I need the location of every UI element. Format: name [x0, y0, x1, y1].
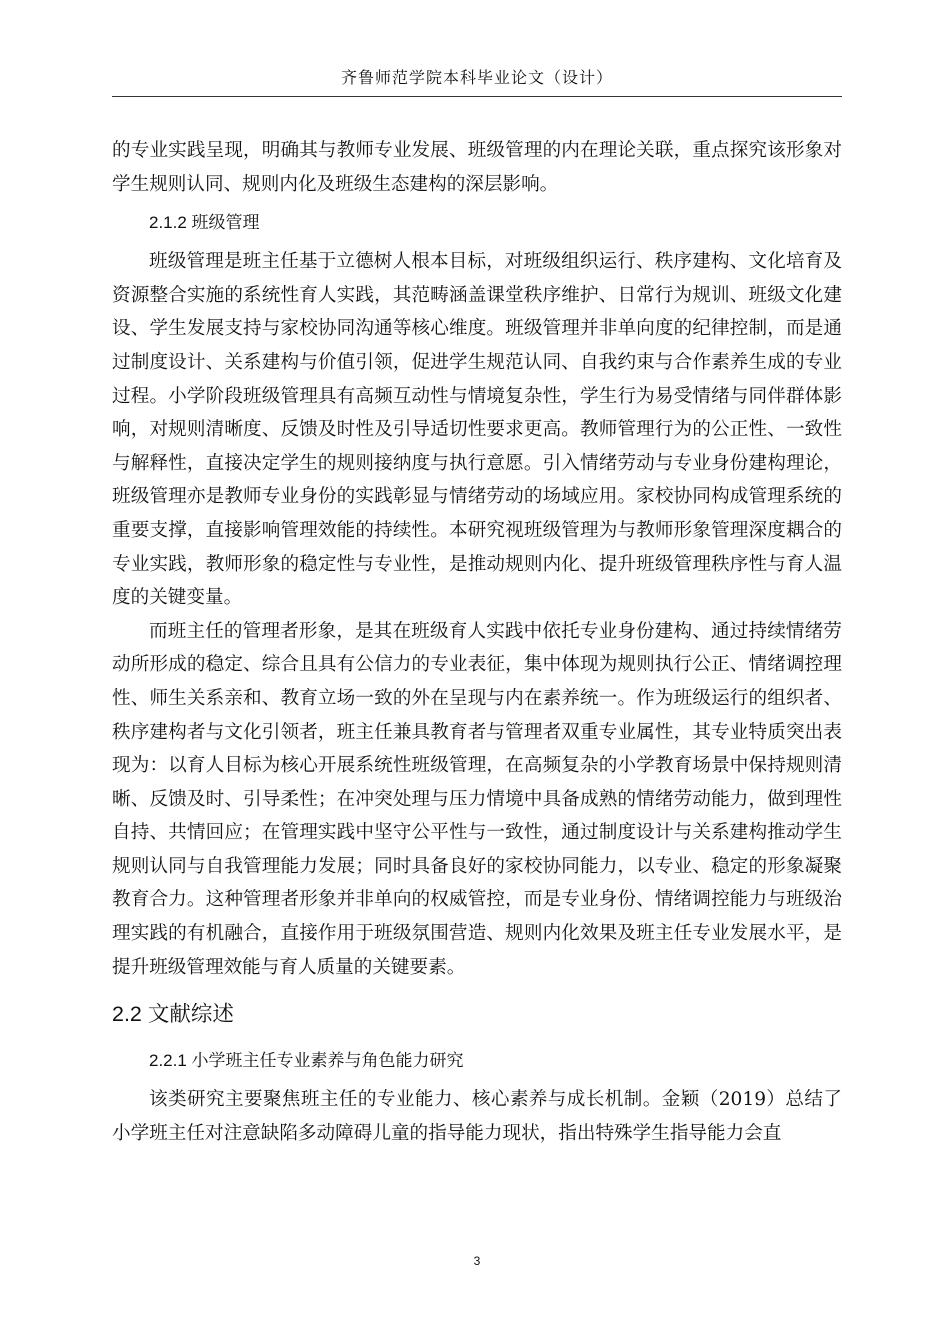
page-number: 3	[473, 1254, 481, 1268]
paragraph-literature: 该类研究主要聚焦班主任的专业能力、核心素养与成长机制。金颖（2019）总结了小学班主任对注意缺陷多动障碍儿童的指导能力现状，指出特殊学生指导能力会直	[112, 1089, 842, 1144]
paragraph-class-management: 班级管理是班主任基于立德树人根本目标，对班级组织运行、秩序建构、文化培育及资源整合实施的系统性育人实践，其范畴涵盖课堂秩序维护、日常行为规训、班级文化建设、学生发展支持与家校协同沟通等核心维度。班级管理并非单向度的纪律控制，而是通过制度设计、关系建构与价值引领，促进学生规范认同、自我约束与合作素养生成的专业过程。小学阶段班级管理具有高频互动性与情境复杂性，学生行为易受情绪与同伴群体影响，对规则清晰度、反馈及时性及引导适切性要求更高。教师管理行为的公正性、一致性与解释性，直接决定学生的规则接纳度与执行意愿。引入情绪劳动与专业身份建构理论，班级管理亦是教师专业身份的实践彰显与情绪劳动的场域应用。家校协同构成管理系统的重要支撑，直接影响管理效能的持续性。本研究视班级管理为与教师形象管理深度耦合的专业实践，教师形象的稳定性与专业性，是推动规则内化、提升班级管理秩序性与育人温度的关键变量。	[112, 251, 842, 609]
page-body	[112, 134, 842, 1150]
heading-2-1-2: 2.1.2 班级管理	[149, 213, 260, 233]
paragraph-manager-image: 而班主任的管理者形象，是其在班级育人实践中依托专业身份建构、通过持续情绪劳动所形成的稳定、综合且具有公信力的专业表征，集中体现为规则执行公正、情绪调控理性、师生关系亲和、教育立场一致的外在呈现与内在素养统一。作为班级运行的组织者、秩序建构者与文化引领者，班主任兼具教育者与管理者双重专业属性，其专业特质突出表现为：以育人目标为核心开展系统性班级管理，在高频复杂的小学教育场景中保持规则清晰、反馈及时、引导柔性；在冲突处理与压力情境中具备成熟的情绪劳动能力，做到理性自持、共情回应；在管理实践中坚守公平性与一致性，通过制度设计与关系建构推动学生规则认同与自我管理能力发展；同时具备良好的家校协同能力，以专业、稳定的形象凝聚教育合力。这种管理者形象并非单向的权威管控，而是专业身份、情绪调控能力与班级治理实践的有机融合，直接作用于班级氛围营造、规则内化效果及班主任专业发展水平，是提升班级管理效能与育人质量的关键要素。	[112, 620, 842, 978]
heading-2-2-1: 2.2.1 小学班主任专业素养与角色能力研究	[149, 1051, 464, 1071]
page-header: 齐鲁师范学院本科毕业论文（设计）	[340, 68, 613, 87]
heading-2-2: 2.2 文献综述	[112, 1002, 234, 1027]
paragraph-continued: 的专业实践呈现，明确其与教师专业发展、班级管理的内在理论关联，重点探究该形象对学生规则认同、规则内化及班级生态建构的深层影响。	[112, 140, 842, 195]
header-divider	[112, 96, 842, 97]
